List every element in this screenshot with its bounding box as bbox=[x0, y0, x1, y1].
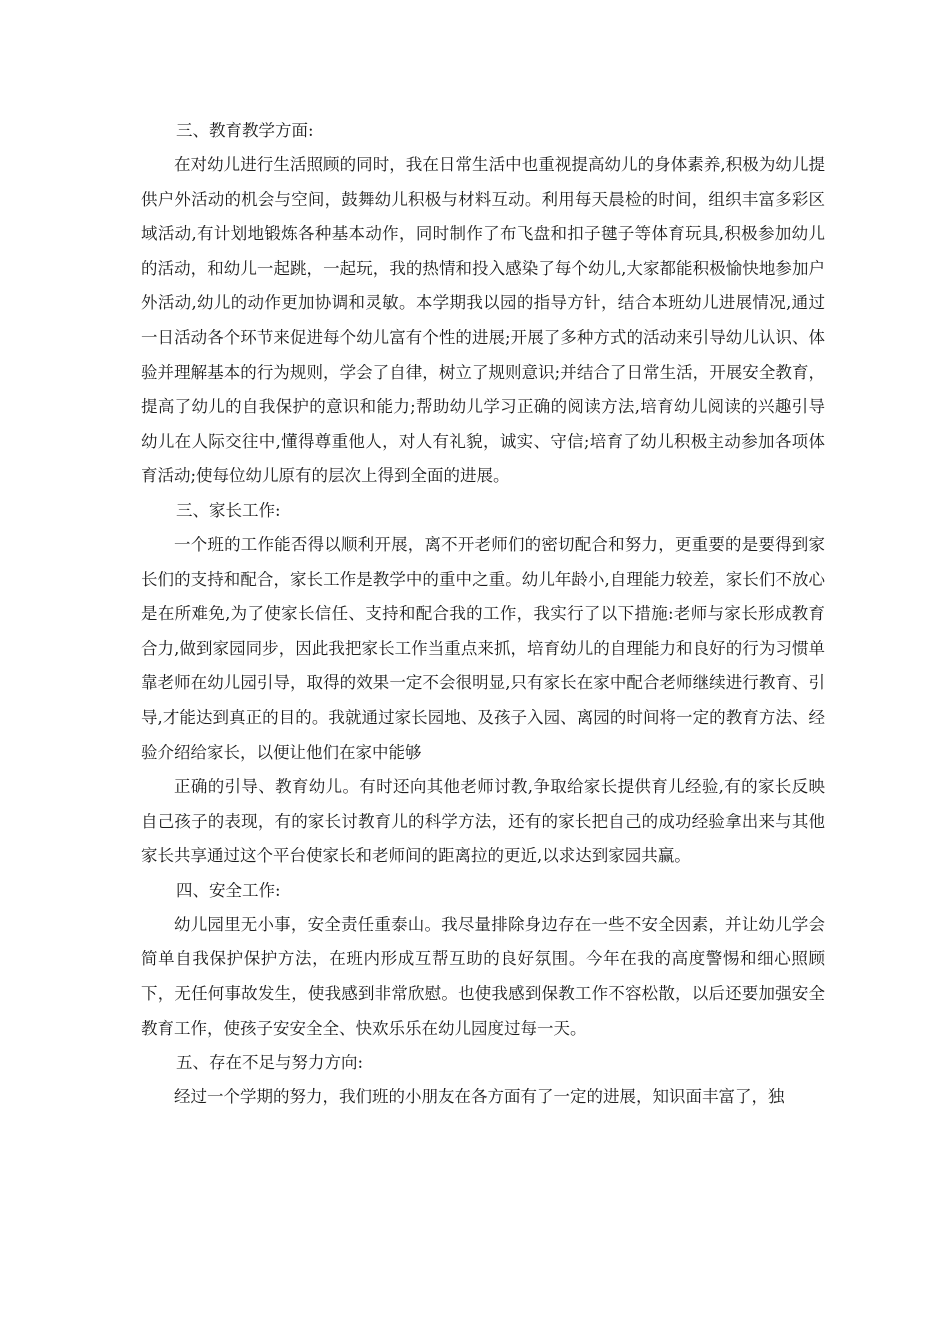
paragraph-education: 在对幼儿进行生活照顾的同时，我在日常生活中也重视提高幼儿的身体素养,积极为幼儿提供户外活动的机会与空间，鼓舞幼儿积极与材料互动。利用每天晨检的时间，组织丰富多彩区域活动,有计划地锻炼各种基本动作，同时制作了布飞盘和扣子毽子等体育玩具,积极参加幼儿的活动，和幼儿一起跳，一起玩，我的热情和投入感染了每个幼儿,大家都能积极愉快地参加户外活动,幼儿的动作更加协调和灵敏。本学期我以园的指导方针，结合本班幼儿进展情况,通过一日活动各个环节来促进每个幼儿富有个性的进展;开展了多种方式的活动来引导幼儿认识、体验并理解基本的行为规则，学会了自律，树立了规则意识;并结合了日常生活，开展安全教育，提高了幼儿的自我保护的意识和能力;帮助幼儿学习正确的阅读方法,培育幼儿阅读的兴趣引导幼儿在人际交往中,懂得尊重他人，对人有礼貌，诚实、守信;培育了幼儿积极主动参加各项体育活动;使每位幼儿原有的层次上得到全面的进展。 bbox=[141, 155, 825, 486]
paragraph-parents: 一个班的工作能否得以顺利开展，离不开老师们的密切配合和努力，更重要的是要得到家长们的支持和配合，家长工作是教学中的重中之重。幼儿年龄小,自理能力较差，家长们不放心是在所难免,为了使家长信任、支持和配合我的工作，我实行了以下措施:老师与家长形成教育合力,做到家园同步，因此我把家长工作当重点来抓，培育幼儿的自理能力和良好的行为习惯单靠老师在幼儿园引导，取得的效果一定不会很明显,只有家长在家中配合老师继续进行教育、引导,才能达到真正的目的。我就通过家长园地、及孩子入园、离园的时间将一定的教育方法、经验介绍给家长，以便让他们在家中能够 bbox=[141, 534, 825, 762]
section-heading-shortcomings: 五、存在不足与努力方向: bbox=[176, 1053, 364, 1073]
document-body bbox=[141, 114, 825, 1115]
paragraph-parents-continued: 正确的引导、教育幼儿。有时还向其他老师讨教,争取给家长提供育儿经验,有的家长反映自己孩子的表现，有的家长讨教育儿的科学方法，还有的家长把自己的成功经验拿出来与其他家长共享通过这个平台使家长和老师间的距离拉的更近,以求达到家园共赢。 bbox=[141, 777, 825, 866]
section-heading-education: 三、教育教学方面: bbox=[176, 121, 314, 140]
section-heading-safety: 四、安全工作: bbox=[176, 880, 281, 900]
paragraph-shortcomings: 经过一个学期的努力，我们班的小朋友在各方面有了一定的进展，知识面丰富了，独 bbox=[174, 1087, 785, 1107]
paragraph-safety: 幼儿园里无小事，安全责任重泰山。我尽量排除身边存在一些不安全因素，并让幼儿学会简单自我保护保护方法，在班内形成互帮互助的良好氛围。今年在我的高度警惕和细心照顾下，无任何事故发生，使我感到非常欣慰。也使我感到保教工作不容松散，以后还要加强安全教育工作，使孩子安安全全、快欢乐乐在幼儿园度过每一天。 bbox=[141, 914, 825, 1038]
section-heading-parents: 三、家长工作: bbox=[176, 500, 281, 520]
